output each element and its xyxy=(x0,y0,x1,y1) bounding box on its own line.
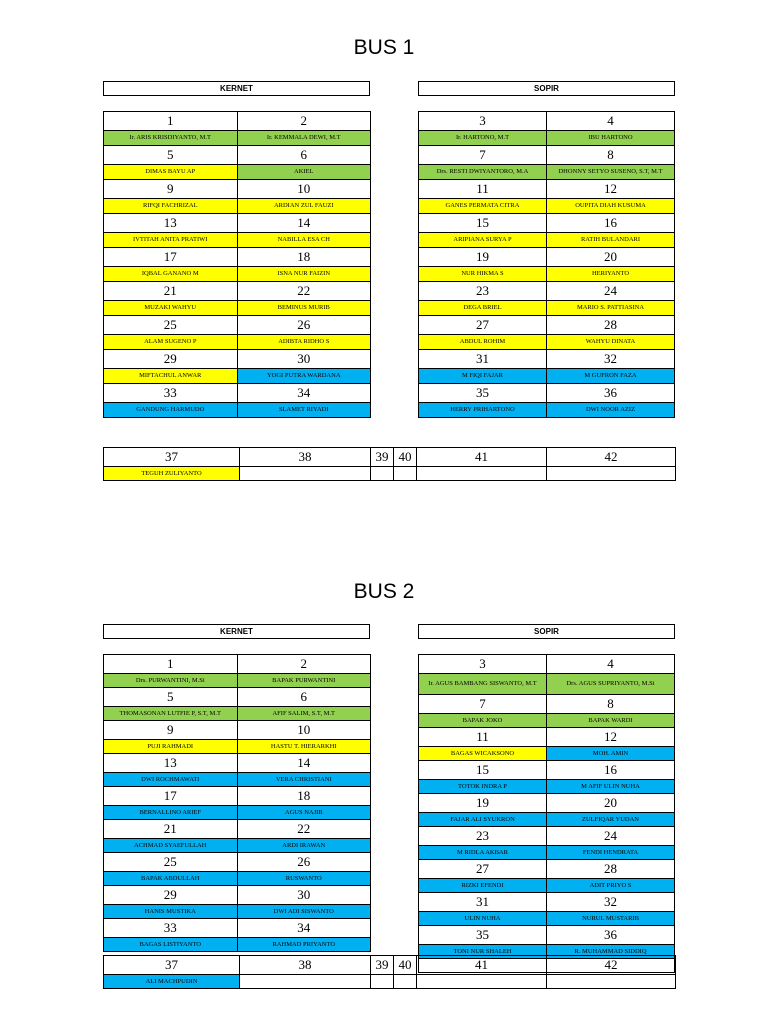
passenger-name: ISNA NUR FAIZIN xyxy=(237,267,371,282)
bus1-back-row xyxy=(103,447,676,481)
passenger-name xyxy=(547,975,676,989)
passenger-name: ALI MACHPUDIN xyxy=(104,975,240,989)
passenger-name: BAPAK JOKO xyxy=(419,714,547,728)
passenger-name: ACHMAD SYAEFULLAH xyxy=(104,839,238,853)
passenger-name: NABILLA ESA CH xyxy=(237,233,371,248)
seat-number: 27 xyxy=(419,316,547,335)
seat-number: 5 xyxy=(104,146,238,165)
seat-number: 37 xyxy=(104,448,240,467)
seat-number: 34 xyxy=(237,384,371,403)
seat-number: 13 xyxy=(104,214,238,233)
seat-number: 7 xyxy=(419,695,547,714)
seat-number: 33 xyxy=(104,384,238,403)
passenger-name: RUSWANTO xyxy=(237,872,371,886)
passenger-name: BAPAK ABDULLAH xyxy=(104,872,238,886)
passenger-name: BEMINUS MURIB xyxy=(237,301,371,316)
passenger-name: PUJI RAHMADI xyxy=(104,740,238,754)
passenger-name: MIFTACHUL ANWAR xyxy=(104,369,238,384)
seat-number: 28 xyxy=(547,316,675,335)
passenger-name: ABDUL ROHIM xyxy=(419,335,547,350)
passenger-name: TONI NUR SHALEH xyxy=(419,945,547,959)
passenger-name: ADIBTA RIDHO S xyxy=(237,335,371,350)
passenger-name: MOH. AMIN xyxy=(547,747,675,761)
passenger-name: YOGI PUTRA WARDANA xyxy=(237,369,371,384)
seat-number: 39 xyxy=(371,448,394,467)
seat-number: 25 xyxy=(104,853,238,872)
seat-number: 1 xyxy=(104,655,238,674)
passenger-name: BAGAS LISTIYANTO xyxy=(104,938,238,952)
passenger-name: RIZKI EFENDI xyxy=(419,879,547,893)
passenger-name: ADIT PRIYO S xyxy=(547,879,675,893)
bus1-right-seats xyxy=(418,111,675,418)
seat-number: 26 xyxy=(237,853,371,872)
passenger-name: AFIF SALIM, S.T, M.T xyxy=(237,707,371,721)
seat-number: 40 xyxy=(394,956,417,975)
bus2-title: BUS 2 xyxy=(353,580,415,603)
passenger-name: ULIN NUHA xyxy=(419,912,547,926)
seat-number: 11 xyxy=(419,728,547,747)
bus2-back-row xyxy=(103,955,676,989)
seat-number: 4 xyxy=(547,655,675,674)
passenger-name: SLAMET RIYADI xyxy=(237,403,371,418)
passenger-name: WAHYU DINATA xyxy=(547,335,675,350)
seat-number: 4 xyxy=(547,112,675,131)
seat-number: 32 xyxy=(547,350,675,369)
seat-number: 19 xyxy=(419,248,547,267)
passenger-name: DEGA BRIEL xyxy=(419,301,547,316)
bus1-kernet-header: KERNET xyxy=(103,81,370,96)
passenger-name: ARDIAN ZUL FAUZI xyxy=(237,199,371,214)
passenger-name: BAPAK PURWANTINI xyxy=(237,674,371,688)
seat-number: 1 xyxy=(104,112,238,131)
passenger-name: DHONNY SETYO SUSENO, S.T, M.T xyxy=(547,165,675,180)
passenger-name xyxy=(417,975,547,989)
bus2-left-seats xyxy=(103,654,371,952)
passenger-name: FAJAR ALI SYUKRON xyxy=(419,813,547,827)
seat-number: 7 xyxy=(419,146,547,165)
passenger-name: BAPAK WARDI xyxy=(547,714,675,728)
passenger-name: Drs. PURWANTINI, M.Si xyxy=(104,674,238,688)
seat-number: 9 xyxy=(104,721,238,740)
seat-number: 12 xyxy=(547,180,675,199)
seat-number: 3 xyxy=(419,112,547,131)
passenger-name: IQBAL GANANO M xyxy=(104,267,238,282)
passenger-name: NURUL MUSTARIB xyxy=(547,912,675,926)
seat-number: 21 xyxy=(104,282,238,301)
seat-number: 38 xyxy=(240,956,371,975)
seat-number: 15 xyxy=(419,761,547,780)
passenger-name: Ir. KEMMALA DEWI, M.T xyxy=(237,131,371,146)
seat-number: 14 xyxy=(237,214,371,233)
seat-number: 31 xyxy=(419,893,547,912)
passenger-name: Drs. AGUS SUPRIYANTO, M.Si xyxy=(547,674,675,695)
seat-number: 35 xyxy=(419,384,547,403)
passenger-name: DWI NOOR AZIZ xyxy=(547,403,675,418)
passenger-name: ALAM SUGENO P xyxy=(104,335,238,350)
seat-number: 35 xyxy=(419,926,547,945)
passenger-name: ARIPIANA SURYA P xyxy=(419,233,547,248)
passenger-name: IVTITAH ANITA PRATIWI xyxy=(104,233,238,248)
passenger-name: RAHMAD PRIYANTO xyxy=(237,938,371,952)
passenger-name: DIMAS BAYU AP xyxy=(104,165,238,180)
passenger-name xyxy=(394,467,417,481)
passenger-name: HASTU T. HIERARKHI xyxy=(237,740,371,754)
passenger-name: IBU HARTONO xyxy=(547,131,675,146)
passenger-name xyxy=(240,975,371,989)
seat-number: 31 xyxy=(419,350,547,369)
seat-number: 36 xyxy=(547,926,675,945)
seat-number: 5 xyxy=(104,688,238,707)
passenger-name: FENDI HENDRATA xyxy=(547,846,675,860)
passenger-name: M AFIF ULIN NUHA xyxy=(547,780,675,794)
passenger-name: MUZAKI WAHYU xyxy=(104,301,238,316)
seat-number: 20 xyxy=(547,248,675,267)
passenger-name: AKIEL xyxy=(237,165,371,180)
passenger-name: VERA CHRISTIANI xyxy=(237,773,371,787)
passenger-name: M GUFRON FAZA xyxy=(547,369,675,384)
passenger-name: HERRY PRIHARTONO xyxy=(419,403,547,418)
seat-number: 41 xyxy=(417,956,547,975)
passenger-name: MARIO S. PATTIASINA xyxy=(547,301,675,316)
seat-number: 3 xyxy=(419,655,547,674)
passenger-name: THOMASONAN LUTFIE P, S.T, M.T xyxy=(104,707,238,721)
passenger-name: TEGUH ZULIYANTO xyxy=(104,467,240,481)
passenger-name: GANDUNG HARMUDO xyxy=(104,403,238,418)
seat-number: 9 xyxy=(104,180,238,199)
seat-number: 26 xyxy=(237,316,371,335)
passenger-name: DWI ROCHMAWATI xyxy=(104,773,238,787)
seat-number: 2 xyxy=(237,112,371,131)
seat-number: 6 xyxy=(237,146,371,165)
seat-number: 34 xyxy=(237,919,371,938)
seat-number: 33 xyxy=(104,919,238,938)
bus1-title: BUS 1 xyxy=(353,36,415,59)
passenger-name xyxy=(240,467,371,481)
passenger-name: RATIH BULANDARI xyxy=(547,233,675,248)
seat-number: 17 xyxy=(104,787,238,806)
seat-number: 37 xyxy=(104,956,240,975)
passenger-name xyxy=(394,975,417,989)
bus1-left-seats xyxy=(103,111,371,418)
bus2-kernet-header: KERNET xyxy=(103,624,370,639)
seat-number: 25 xyxy=(104,316,238,335)
passenger-name: BERNALLINO ARIEF xyxy=(104,806,238,820)
seat-number: 6 xyxy=(237,688,371,707)
seat-number: 30 xyxy=(237,886,371,905)
passenger-name xyxy=(547,467,676,481)
seat-number: 22 xyxy=(237,282,371,301)
passenger-name: GANES PERMATA CITRA xyxy=(419,199,547,214)
passenger-name: R. MUHAMMAD SIDDIQ xyxy=(547,945,675,959)
seat-number: 12 xyxy=(547,728,675,747)
passenger-name: Drs. RESTI DWIYANTORO, M.A xyxy=(419,165,547,180)
seat-number: 10 xyxy=(237,721,371,740)
passenger-name: HERIYANTO xyxy=(547,267,675,282)
seat-number: 38 xyxy=(240,448,371,467)
passenger-name xyxy=(371,975,394,989)
passenger-name xyxy=(371,467,394,481)
passenger-name xyxy=(417,467,547,481)
seat-number: 16 xyxy=(547,214,675,233)
seat-number: 36 xyxy=(547,384,675,403)
seat-number: 27 xyxy=(419,860,547,879)
seat-number: 40 xyxy=(394,448,417,467)
seat-number: 13 xyxy=(104,754,238,773)
passenger-name: M FIQI FAJAR xyxy=(419,369,547,384)
seat-number: 41 xyxy=(417,448,547,467)
seat-number: 23 xyxy=(419,282,547,301)
seat-number: 21 xyxy=(104,820,238,839)
seat-number: 24 xyxy=(547,827,675,846)
seat-number: 11 xyxy=(419,180,547,199)
seat-number: 8 xyxy=(547,695,675,714)
passenger-name: DWI ADI SISWANTO xyxy=(237,905,371,919)
passenger-name: OUPITA DIAH KUSUMA xyxy=(547,199,675,214)
passenger-name: AGUS NAJIB xyxy=(237,806,371,820)
passenger-name: NUR HIKMA S xyxy=(419,267,547,282)
bus2-sopir-header: SOPIR xyxy=(418,624,675,639)
seat-number: 19 xyxy=(419,794,547,813)
passenger-name: Ir. AGUS BAMBANG SISWANTO, M.T xyxy=(419,674,547,695)
bus1-sopir-header: SOPIR xyxy=(418,81,675,96)
passenger-name: ZULFIQAR YUDAN xyxy=(547,813,675,827)
passenger-name: TOTOK INDRA P xyxy=(419,780,547,794)
seat-number: 32 xyxy=(547,893,675,912)
seat-number: 14 xyxy=(237,754,371,773)
seat-number: 18 xyxy=(237,787,371,806)
seat-number: 23 xyxy=(419,827,547,846)
seat-number: 8 xyxy=(547,146,675,165)
seat-number: 15 xyxy=(419,214,547,233)
passenger-name: M RIDLA AKBAR xyxy=(419,846,547,860)
seat-number: 16 xyxy=(547,761,675,780)
passenger-name: RIFQI FACHRIZAL xyxy=(104,199,238,214)
seat-number: 24 xyxy=(547,282,675,301)
passenger-name: ARDI IRAWAN xyxy=(237,839,371,853)
bus2-right-seats xyxy=(418,654,675,973)
passenger-name: Ir. ARIS KRISDIYANTO, M.T xyxy=(104,131,238,146)
passenger-name: HANIS MUSTIKA xyxy=(104,905,238,919)
seat-number: 42 xyxy=(547,956,676,975)
seat-number: 39 xyxy=(371,956,394,975)
seat-number: 17 xyxy=(104,248,238,267)
seat-number: 29 xyxy=(104,886,238,905)
seat-number: 18 xyxy=(237,248,371,267)
seat-number: 22 xyxy=(237,820,371,839)
seat-number: 10 xyxy=(237,180,371,199)
seat-number: 28 xyxy=(547,860,675,879)
passenger-name: Ir. HARTONO, M.T xyxy=(419,131,547,146)
seat-number: 29 xyxy=(104,350,238,369)
seat-number: 30 xyxy=(237,350,371,369)
seat-number: 20 xyxy=(547,794,675,813)
seat-number: 42 xyxy=(547,448,676,467)
passenger-name: BAGAS WICAKSONO xyxy=(419,747,547,761)
seat-number: 2 xyxy=(237,655,371,674)
